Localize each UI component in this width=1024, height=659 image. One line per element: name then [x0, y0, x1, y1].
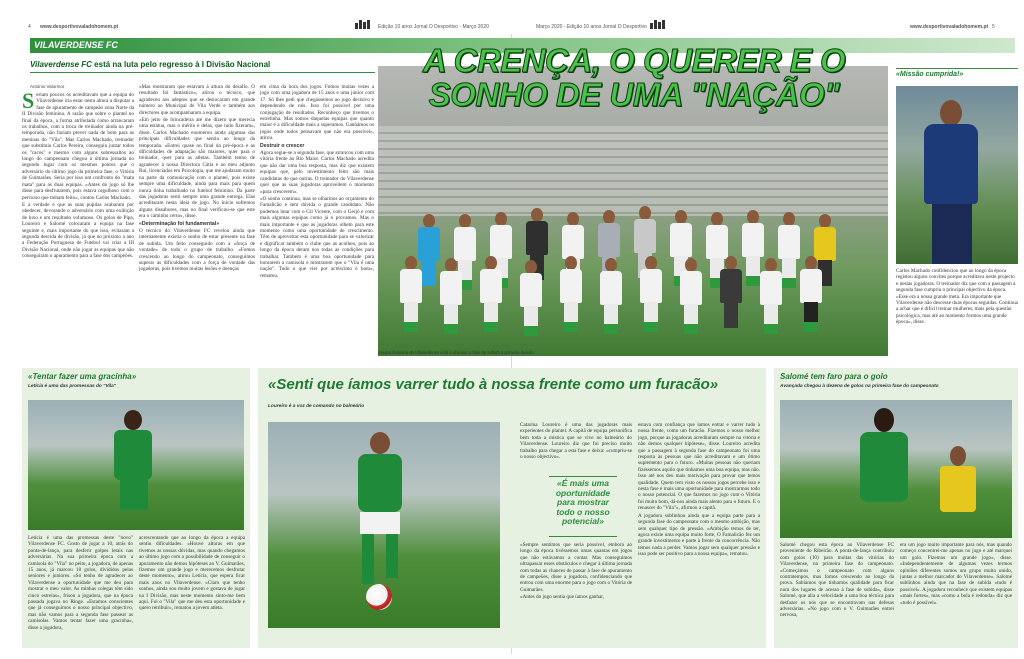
paragraph: em cima da hora dos jogos. Fomos muitas vezes a jogo com uma jogadora de 15 anos e uma júnior com 17. Só lhes pedi que chegássemos ao jogo decisivo e dependendo de nós. Isso foi possível por uma conjugação de resultados. Reconheço que tivemos o estrelinha. Mas somos daquelas equipas que quanto maior é a dificuldade mais a superamos. Ganhámos os jogos onde todos pensavam que não era possível», atirou. — [260, 84, 374, 142]
sidebar-text: Carlos Machado confidenciou que ao longo da época registou alguns convites porque acreditava neste projecto e nestas jogadoras. O treinador diz que com a passagem à segunda fase cumpriu o principal objectivo da época. «Esse era a nossa grande meta. Era importante que Vilaverdense não descesse duas épocas seguidas. Continua a achar que é difícil treinar mulheres, mais pela questão psicológica, mas até ao momento formos uma grande época», disse. — [896, 268, 1018, 326]
paragraph: «Sempre sentimos que seria possível, embora ao longo da época tivéssemos umas quantas em jogos que não estávamos a contar. Mas conseguimos ultrapassar esses obstáculos e chegar à última jornada com todas as chances de passar à fase de apuramento de campeões, disse a jogadora, confidenciando que entrou com uma enorme para o jogo com o Vitória de Guimarães. — [520, 542, 632, 593]
article-column-2 — [139, 84, 255, 364]
paragraph: eriam poucos os acreditavam que a equipa do Vilaverdense iria estar nesta altura a disputar a fase de apuramento de campeão zona Norte da II Divisão feminina. A razão que sobre o plantel no final da época, a forma atribulada como arrancaram os trabalhos, com a troca de treinador ainda na pré-temporada, não faziam prever nada de bom para as meninas do "Vila". Mas Carlos Machado, treinador que substituiu Carlos Pereira, conseguiu juntar todos os "cacos" e mesmo com alguns sobressaltos ao longo do campeonato chegou à última jornada no segundo lugar com os mesmos pontos que o adversário do último jogo da primeira fase, o Vitória de Guimarães. Seria por isso um confronto do "mata mata" para as duas equipas. «Antes do jogo só lhe disse para desfrutarem, pois estava orgulhoso com o percurso que tinham feito», contou Carlos Machado. — [22, 92, 134, 201]
paragraph: Agora segue-se a segunda fase, que arrancou com uma vitória frente ao Rio Maior. Carlos Machado acredita que não dar uma boa resposta, mas diz que existem equipas que, pelo investimento feito são mais candidatas do que outras. O treinador do Vilaverdense quer que as suas jogadoras aproveitem o momento «para crescerem». — [260, 150, 374, 195]
football-icon — [366, 584, 392, 610]
subheading: Destruir o crescer — [260, 142, 305, 149]
pull-quote-rule — [549, 536, 617, 537]
left-edition: Edição 10 anos Jornal O Desportivo - Março 2020 — [378, 24, 489, 30]
castle-logo-left — [355, 19, 371, 29]
section-label: VILAVERDENSE FC — [34, 40, 118, 50]
running-header — [0, 0, 1024, 30]
box-center-subtitle: Loureiro é a voz de comando no balneário — [268, 404, 365, 409]
subheading: «Determinação foi fundamental» — [139, 220, 220, 227]
photo-caption: Equipa feminina do Vilaverdense está a disputar a fase de subida à primeira divisão — [378, 350, 534, 355]
box-center-column-2 — [638, 422, 760, 626]
kicker-team: Vilaverdense FC — [30, 60, 92, 69]
byline: António Valormor — [30, 84, 65, 89]
box-left-title: «Tentar fazer uma gracinha» — [28, 372, 137, 381]
paragraph: O técnico do Vilaverdense FC revelou ainda que internamente existia o sonho de estar presente na fase de subida. Um feito conseguido com a «força de vontade» de todo o grupo de trabalho. «Fomos crescendo ao longo do campeonato, conseguimos superar as dificuldades com a força de vontade das jogadoras, pois tivemos muitas lesões e doenças — [139, 227, 255, 273]
box-left-subtitle: Letícia é uma das promessas do "Vila" — [28, 384, 117, 389]
left-page-number: 4 — [28, 24, 31, 30]
stadium-stands — [378, 126, 888, 216]
box-center-column-1 — [520, 542, 632, 626]
castle-logo-right — [650, 19, 666, 29]
box-center-intro: Catarina Loureiro é uma das jogadoras mais experientes do plantel. A capitã de equipa personifica bem toda a mística que se vive no balneário do Vilaverdense. Loureiro diz que foi preciso muito trabalho para chegar a esta fase e deixa: «cumpriu-se o nosso objectivo». — [520, 422, 632, 461]
paragraph: «Mas mostraram que estavam à altura do desafio. O resultado foi fantástico», atirou o técnico, que agradeceu aos adeptos que se deslocaram em grande número ao Municipal de Vila Verde e também aos directores que acompanharam a equipa. — [139, 84, 255, 116]
pull-quote-rule — [549, 476, 617, 477]
loureiro-photo — [268, 422, 500, 628]
article-column-3 — [260, 84, 374, 364]
right-site-url: www.desportivovaladohomem.pt — [910, 24, 989, 30]
coach-photo — [896, 86, 1018, 264]
box-right-subtitle: Avançada chegou à dezena de golos na primeira fase do campeonato — [780, 384, 939, 389]
box-right-title: Salomé tem faro para o golo — [780, 372, 888, 381]
pull-quote: «É mais uma oportunidade para mostrar todo o nosso potencial» — [555, 478, 611, 526]
box-right-column-2: era um jogo muito importante para nós, mas quando começo concentrei-me apenas no jogo e até marquei um golo. Fizemos um grande jogo», disse. «Independentemente de algumas vezes termos opiniões diferentes somos um grupo muito unido, juntas a melhor marcador do Vilaverdense». Salomé sublinhou ainda que na fase de subida «tudo é possível». A jogadora reconhece que existem equipas «mais fortes», mas «como a bola é redonda» diz que «tudo é possível». — [900, 542, 1012, 606]
paragraph: E a verdade é que as suas pupilas acabaram por obedecer, devorando o adversário com uma exibição de luxo e um resultado volumoso. Os golos de Pipa, Loureiro e Salomé colocaram a equipa na fase seguinte e, mais importante do que isso, evitaram a segunda descida de divisão, já que no próximo a ano a Federação Portuguesa de Futebol vai criar a III Divisão Nacional, onde não jogar as equipas que não conseguiram o apuramento para a fase dos campeões. — [22, 201, 134, 260]
paragraph: A jogadora sublinhou ainda que a equipa parte para a segunda fase do campeonato com o mesmo ambição, mas sem qualquer tipo de pressão. «Ambição temos de ter, agora existe uma equipa muito forte, O Famalicão fez um grande investimento e parte à frente da concorrência. Não temos nada a perder. Vamos jogar sem qualquer pressão e isso pode ser positivo para a nossa equipa», rematou. — [638, 512, 760, 558]
box-center-title: «Senti que íamos varrer tudo à nossa frente como um furacão» — [268, 376, 719, 393]
kicker-rest: está na luta pelo regresso à I Divisão Nacional — [91, 60, 271, 69]
paragraph: «Antes do jogo sentia que íamos ganhar, — [520, 594, 605, 601]
box-left-column-2: acrescentando que ao longo da época a equipa sentiu dificuldades. «Houve alturas em que tivemos as nossas dúvidas, mas quando chegamos ao último jogo com a possibilidade de conseguir o apuramento não demos hipóteses ao V. Guimarães, fizemos um grande jogo e merecemos desfrutar deste momento», atirou Letícia, que espera ficar mais anos no Vilaverdense. «Claro que tenho sonhos, ainda sou muito jovem e gostava de jogar na I Divisão, mas neste momento sinto-me bem aqui. Foi o "Vila" que me deu esta oportunidade e quero retribuir», rematou a jovem atleta. — [139, 535, 245, 612]
right-page-number: 5 — [992, 24, 995, 30]
kicker-rule — [30, 72, 375, 73]
sidebar-title: «Missão cumprida!» — [896, 68, 1018, 79]
main-headline: A CRENÇA, O QUERER E O SONHO DE UMA "NAÇÃO" — [422, 42, 846, 113]
leticia-photo — [28, 400, 244, 530]
paragraph: «O sonho continua, mas se olharmos ao orçamento do Famalicão e sem dúvida o grande candidato. Não podemos lutar com o Gil Vicente, com o Gerjó e com mais algumas equipas como já o provamos. Mas o mais importante é que as jogadoras olhem para este momento como uma oportunidade de crescimento. Têm de aproveitar esta oportunidade para se valorizar e dignificar também o clube que as acolheu, pois ao longo da época deram nos todas as condições para trabalhar. Também é uma boa oportunidade para honrarem a camisola e mostrarem que o "Vila é uma nação". Tudo o que vier por acréscimo é bom», rematou. — [260, 195, 374, 279]
salome-photo — [780, 400, 1012, 538]
right-edition: Março 2020 - Edição 10 anos Jornal O Desportivo — [536, 24, 647, 30]
article-column-1 — [22, 92, 134, 364]
paragraph: «Em jeito de brincadeira até me dizem que merecia uma estátua, mas o mérito é delas, que tudo fizeram», disse. Carlos Machado enumerou ainda algumas das principais dificuldades que sentiu ao longo da temporada. «Entrei quase no final da pré-época e as dificuldades de adaptação são maiores, quer para o treinador, quer para as atletas. Também tenho de agradecer à nossa Directora Cátia e ao meu adjunto Rui, licenciados em Psicologia, que me ajudaram muito na parte da comunicação com o plantel, pois existe sempre uma dificuldade, ainda para mais para quem nunca tinha trabalhado no futebol feminino. Da parte das jogadoras senti sempre uma grande entrega. Elas acreditaram nesta ideia de jogo. No início sofremos alguns dissabores, mas no final verificou-se que este era o caminho certo», disse. — [139, 117, 255, 220]
article-kicker — [30, 60, 270, 69]
box-left-column-1: Letícia é uma das promessas deste "novo" Vilaverdense FC. Gosto de jogar a 10, atrás do ponta-de-lança, para desferir golpes letais nas adversárias. Na sua primeira época com a camisola do "Vila" no peito, a jogadora, de apenas 15 anos, já marcou 18 golos, divididos pelas seniores e juniores. «Só tenho de agradecer ao Vilaverdense a oportunidade que me deu para mostrar o meu valor. As minhas colegas têm sido cinco estrelas», frisou a jogadora, que na época passada jogava no Ringe. «Estamos conscientes que já conseguimos o nosso principal objectivo, mas não vamos para a segunda fase passear as camisolas. Vamos tentar fazer uma gracinha», disse a jogadora, — [28, 535, 133, 631]
dropcap: S — [22, 92, 35, 113]
box-right-column-1: Salomé chegou esta época ao Vilaverdense FC proveniente do Ribeirão. A ponta-de-lança contribuiu com golos (10) para muitas das vitórias do Vilaverdense, na primeira fase do campeonato. «Começámos o campeonato com alguns contratempos, mas fomos crescendo ao longo da prova. Sabíamos que tínhamos qualidade para ficar num dos lugares de acesso à fase de subida», disse Salomé, que alia a velocidade a uma boa técnica para desfazer os nós que se encontravam nas defesas adversárias. «No jogo com o V. Guimarães entrei nervosa, — [780, 542, 894, 619]
left-site-url: www.desportivovaladohomem.pt — [40, 24, 119, 30]
paragraph: estava com confiança que íamos entrar e varrer tudo à nossa frente, como um furacão. Fizemos o nosso melhor jogo, porque as jogadoras acreditaram sempre na vitória e não demos qualquer hipótese», disse. Loureiro acredita que a passagem à segunda fase do campeonato foi uma resposta às pessoas que não acreditavam e um ótimo suplemento para o futuro. «Muitas pessoas não queriam fizéssemos aquilo que tínhamos uma boa equipa, mas não. Isso até nos deu mais motivação para provar que temos qualidade. Quem tem visto os nossos jogos percebe isso e nesta fase é mais uma oportunidade para mostrarmos todo o nosso potencial. O que fazemos no jogo com o Vitória foi muito bom, dá-nos ainda mais alento para o futuro. E o renascer do "Vila"», afirmou a capitã. — [638, 422, 760, 512]
